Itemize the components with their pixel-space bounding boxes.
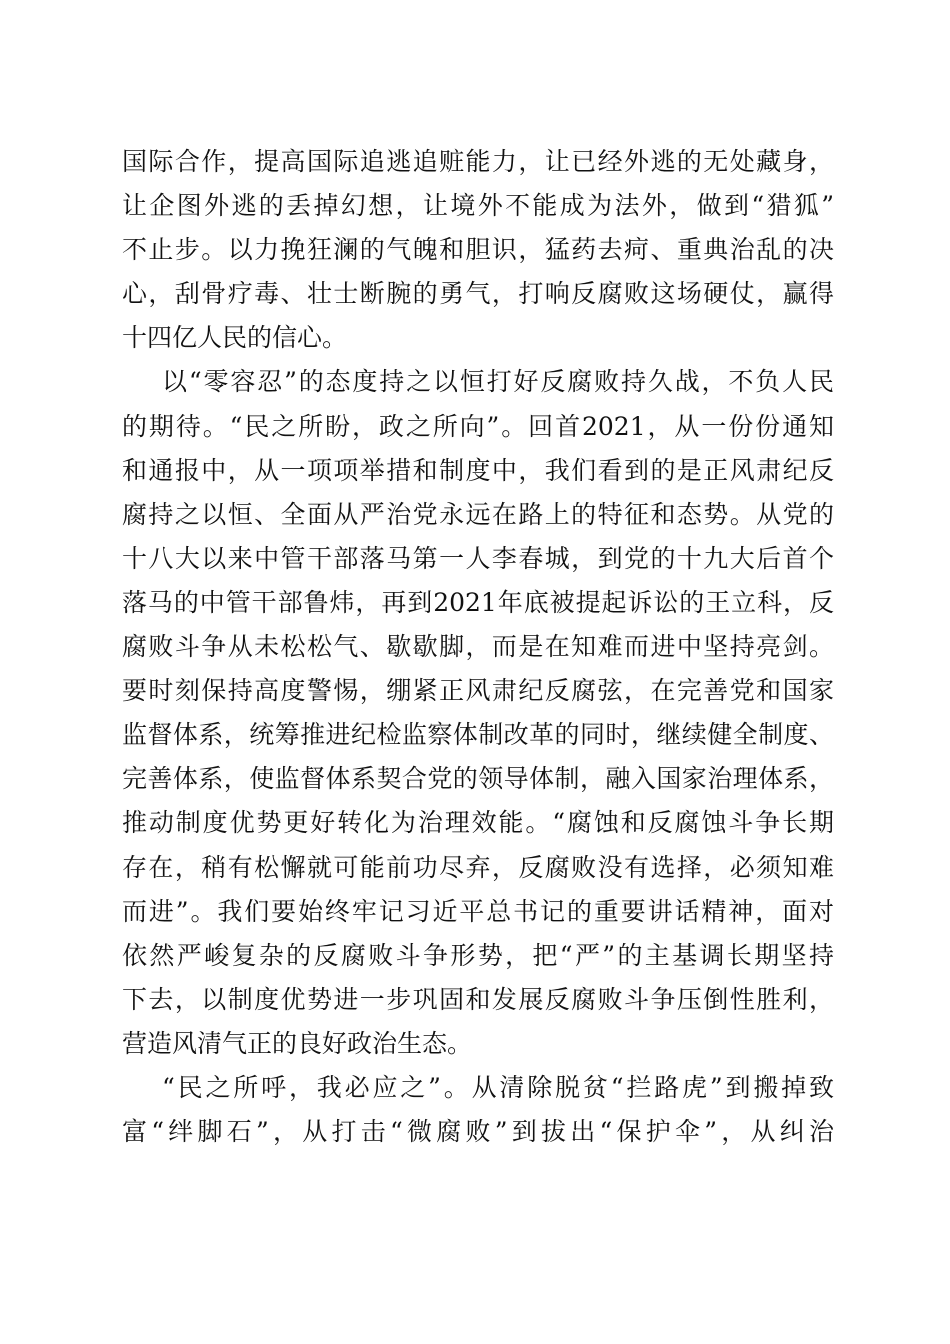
text-line: 存在，稍有松懈就可能前功尽弃，反腐败没有选择，必须知难	[122, 852, 834, 882]
text-line: 腐败斗争从未松松气、歇歇脚，而是在知难而进中坚持亮剑。	[122, 632, 834, 662]
text-line: 落马的中管干部鲁炜，再到2021年底被提起诉讼的王立科，反	[122, 587, 834, 617]
text-line: 的期待。“民之所盼，政之所向”。回首2021，从一份份通知	[122, 411, 834, 441]
text-line: 推动制度优势更好转化为治理效能。“腐蚀和反腐蚀斗争长期	[122, 808, 834, 838]
text-line: 以“零容忍”的态度持之以恒打好反腐败持久战，不负人民	[162, 367, 834, 397]
text-line: 而进”。我们要始终牢记习近平总书记的重要讲话精神，面对	[122, 896, 834, 926]
text-line: 腐持之以恒、全面从严治党永远在路上的特征和态势。从党的	[122, 499, 834, 529]
text-line: 十八大以来中管干部落马第一人李春城，到党的十九大后首个	[122, 543, 834, 573]
text-line: 依然严峻复杂的反腐败斗争形势，把“严”的主基调长期坚持	[122, 940, 834, 970]
body-text	[122, 140, 834, 1154]
text-line: 富“绊脚石”，从打击“微腐败”到拔出“保护伞”，从纠治	[122, 1117, 834, 1147]
text-line: 下去，以制度优势进一步巩固和发展反腐败斗争压倒性胜利，	[122, 984, 834, 1014]
text-line: 营造风清气正的良好政治生态。	[122, 1028, 473, 1058]
text-line: 十四亿人民的信心。	[122, 323, 348, 353]
text-line: 完善体系，使监督体系契合党的领导体制，融入国家治理体系，	[122, 764, 834, 794]
text-line: 心，刮骨疗毒、壮士断腕的勇气，打响反腐败这场硬仗，赢得	[122, 279, 834, 309]
text-line: 和通报中，从一项项举措和制度中，我们看到的是正风肃纪反	[122, 455, 834, 485]
text-line: 让企图外逃的丢掉幻想，让境外不能成为法外，做到“猎狐”	[122, 191, 834, 221]
text-line: 国际合作，提高国际追逃追赃能力，让已经外逃的无处藏身，	[122, 147, 834, 176]
text-line: 监督体系，统筹推进纪检监察体制改革的同时，继续健全制度、	[122, 720, 834, 750]
text-line: 不止步。以力挽狂澜的气魄和胆识，猛药去疴、重典治乱的决	[122, 235, 834, 265]
text-line: “民之所呼，我必应之”。从清除脱贫“拦路虎”到搬掉致	[162, 1072, 834, 1102]
text-line: 要时刻保持高度警惕，绷紧正风肃纪反腐弦，在完善党和国家	[122, 676, 834, 706]
